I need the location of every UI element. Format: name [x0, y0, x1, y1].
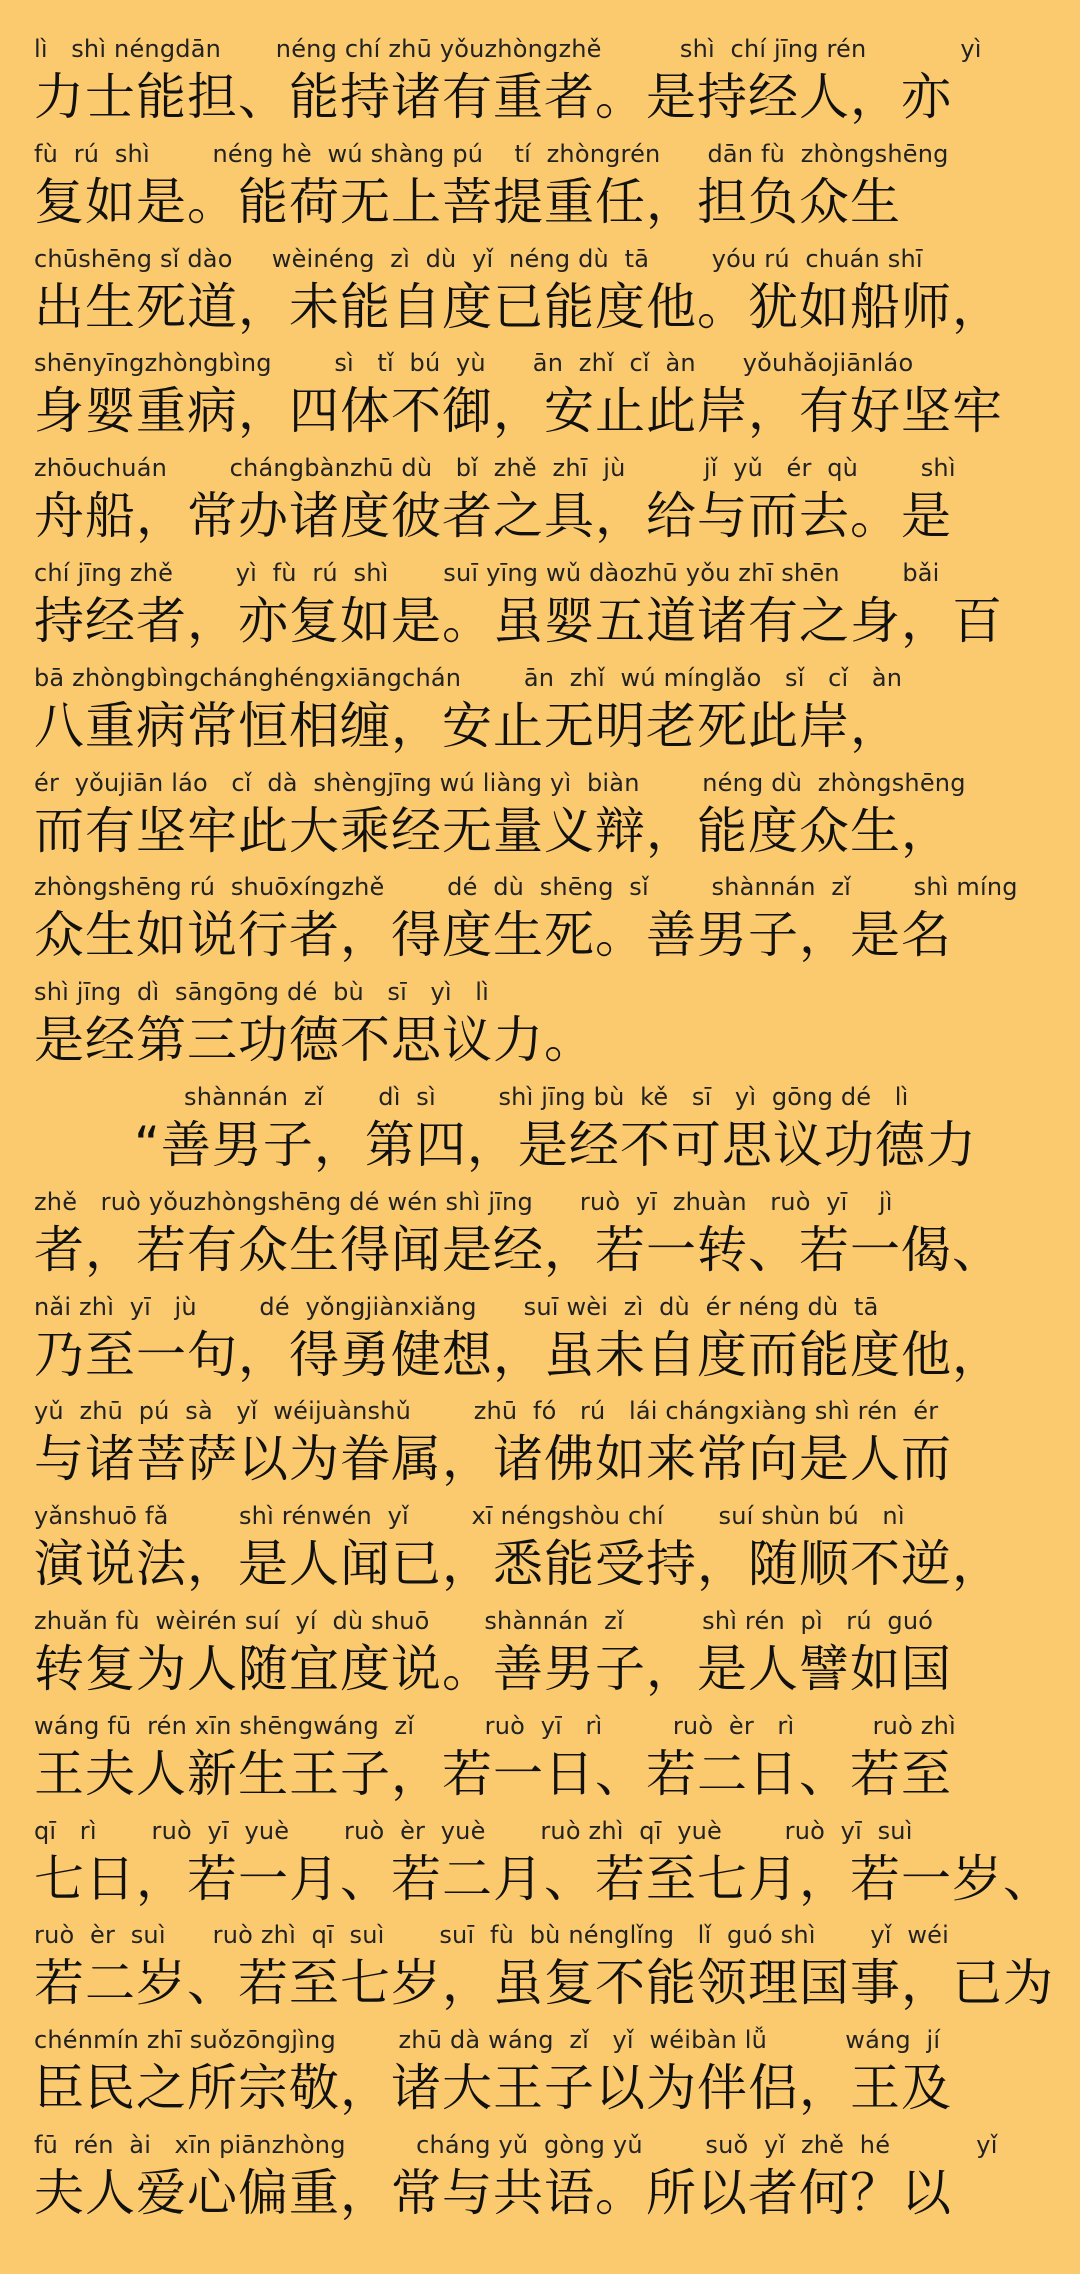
- chinese-text: 而有坚牢此大乘经无量义辩，能度众生，: [34, 801, 952, 860]
- pinyin-annotation: yǎnshuō fǎ shì rénwén yǐ xī néngshòu chí suí shùn bú nì: [34, 1502, 905, 1531]
- chinese-text: 持经者，亦复如是。虽婴五道诸有之身，百: [34, 591, 1003, 650]
- chinese-text: 七日，若一月、若二月、若至七月，若一岁、: [34, 1849, 1054, 1908]
- text-line: [34, 1709, 1058, 1814]
- pinyin-annotation: bā zhòngbìngchánghéngxiāngchán ān zhǐ wú mínglǎo sǐ cǐ àn: [34, 663, 903, 692]
- text-line: [34, 1918, 1058, 2023]
- pinyin-annotation: zhě ruò yǒuzhòngshēng dé wén shì jīng ruò yī zhuàn ruò yī jì: [34, 1187, 893, 1216]
- pinyin-annotation: zhōuchuán chángbànzhū dù bǐ zhě zhī jù jǐ yǔ ér qù shì: [34, 454, 956, 483]
- pinyin-annotation: chí jīng zhě yì fù rú shì suī yīng wǔ dàozhū yǒu zhī shēn bǎi: [34, 558, 940, 587]
- text-line: [34, 661, 1058, 766]
- chinese-text: 出生死道，未能自度已能度他。犹如船师，: [34, 277, 1003, 336]
- text-line: [34, 556, 1058, 661]
- pinyin-annotation: fū rén ài xīn piānzhòng cháng yǔ gòng yǔ suǒ yǐ zhě hé yǐ: [34, 2130, 998, 2159]
- pinyin-annotation: fù rú shì néng hè wú shàng pú tí zhòngrén dān fù zhòngshēng: [34, 139, 949, 168]
- text-line: [34, 32, 1058, 137]
- pinyin-annotation: lì shì néngdān néng chí zhū yǒuzhòngzhě shì chí jīng rén yì: [34, 35, 982, 63]
- chinese-text: 力士能担、能持诸有重者。是持经人，亦: [34, 68, 952, 126]
- text-line: [34, 1499, 1058, 1604]
- pinyin-annotation: chūshēng sǐ dào wèinéng zì dù yǐ néng dù tā yóu rú chuán shī: [34, 244, 923, 273]
- pinyin-annotation: zhuǎn fù wèirén suí yí dù shuō shànnán zǐ shì rén pì rú guó: [34, 1606, 934, 1635]
- pinyin-annotation: nǎi zhì yī jù dé yǒngjiànxiǎng suī wèi zì dù ér néng dù tā: [34, 1292, 879, 1321]
- chinese-text: 乃至一句，得勇健想，虽未自度而能度他，: [34, 1325, 1003, 1384]
- text-line: [34, 2128, 1058, 2233]
- text-line: [34, 2023, 1058, 2128]
- text-line: [34, 975, 1058, 1080]
- pinyin-annotation: zhòngshēng rú shuōxíngzhě dé dù shēng sǐ shànnán zǐ shì míng: [34, 873, 1018, 902]
- text-line: [34, 766, 1058, 871]
- pinyin-annotation: yǔ zhū pú sà yǐ wéijuànshǔ zhū fó rú lái chángxiàng shì rén ér: [34, 1397, 939, 1426]
- pinyin-annotation: shì jīng dì sāngōng dé bù sī yì lì: [34, 978, 489, 1007]
- text-line: [34, 346, 1058, 451]
- text-line: [34, 242, 1058, 347]
- text-line: [34, 1080, 1058, 1185]
- chinese-text: 者，若有众生得闻是经，若一转、若一偈、: [34, 1220, 1003, 1279]
- pinyin-annotation: shēnyīngzhòngbìng sì tǐ bú yù ān zhǐ cǐ àn yǒuhǎojiānláo: [34, 349, 914, 378]
- text-line: [34, 1814, 1058, 1919]
- chinese-text: 与诸菩萨以为眷属，诸佛如来常向是人而: [34, 1430, 952, 1489]
- pinyin-annotation: ér yǒujiān láo cǐ dà shèngjīng wú liàng yì biàn néng dù zhòngshēng: [34, 768, 966, 797]
- text-line: [34, 1394, 1058, 1499]
- text-line: [34, 1604, 1058, 1709]
- pinyin-annotation: qī rì ruò yī yuè ruò èr yuè ruò zhì qī yuè ruò yī suì: [34, 1816, 913, 1845]
- pinyin-annotation: shànnán zǐ dì sì shì jīng bù kě sī yì gōng dé lì: [184, 1082, 909, 1111]
- text-line: [34, 1185, 1058, 1290]
- chinese-text: 复如是。能荷无上菩提重任，担负众生: [34, 172, 901, 231]
- text-line: [34, 870, 1058, 975]
- pinyin-annotation: wáng fū rén xīn shēngwáng zǐ ruò yī rì ruò èr rì ruò zhì: [34, 1711, 956, 1740]
- chinese-text: 夫人爱心偏重，常与共语。所以者何？以: [34, 2163, 952, 2222]
- chinese-text: 是经第三功德不思议力。: [34, 1011, 595, 1070]
- chinese-text: 舟船，常办诸度彼者之具，给与而去。是: [34, 487, 952, 546]
- chinese-text: 众生如说行者，得度生死。善男子，是名: [34, 906, 952, 965]
- chinese-text: 转复为人随宜度说。善男子，是人譬如国: [34, 1639, 952, 1698]
- chinese-text: 身婴重病，四体不御，安止此岸，有好坚牢: [34, 382, 1003, 441]
- chinese-text: 演说法，是人闻已，悉能受持，随顺不逆，: [34, 1535, 1003, 1594]
- chinese-text: 臣民之所宗敬，诸大王子以为伴侣，王及: [34, 2059, 952, 2118]
- text-line: [34, 137, 1058, 242]
- chinese-text: 八重病常恒相缠，安止无明老死此岸，: [34, 696, 901, 755]
- chinese-text: 若二岁、若至七岁，虽复不能领理国事，已为: [34, 1954, 1054, 2013]
- chinese-text: “善男子，第四，是经不可思议功德力: [134, 1115, 977, 1174]
- text-line: [34, 451, 1058, 556]
- pinyin-annotation: ruò èr suì ruò zhì qī suì suī fù bù nénglǐng lǐ guó shì yǐ wéi: [34, 1921, 949, 1950]
- chinese-text: 王夫人新生王子，若一日、若二日、若至: [34, 1744, 952, 1803]
- text-line: [34, 1290, 1058, 1395]
- pinyin-annotation: chénmín zhī suǒzōngjìng zhū dà wáng zǐ yǐ wéibàn lǚ wáng jí: [34, 2026, 941, 2055]
